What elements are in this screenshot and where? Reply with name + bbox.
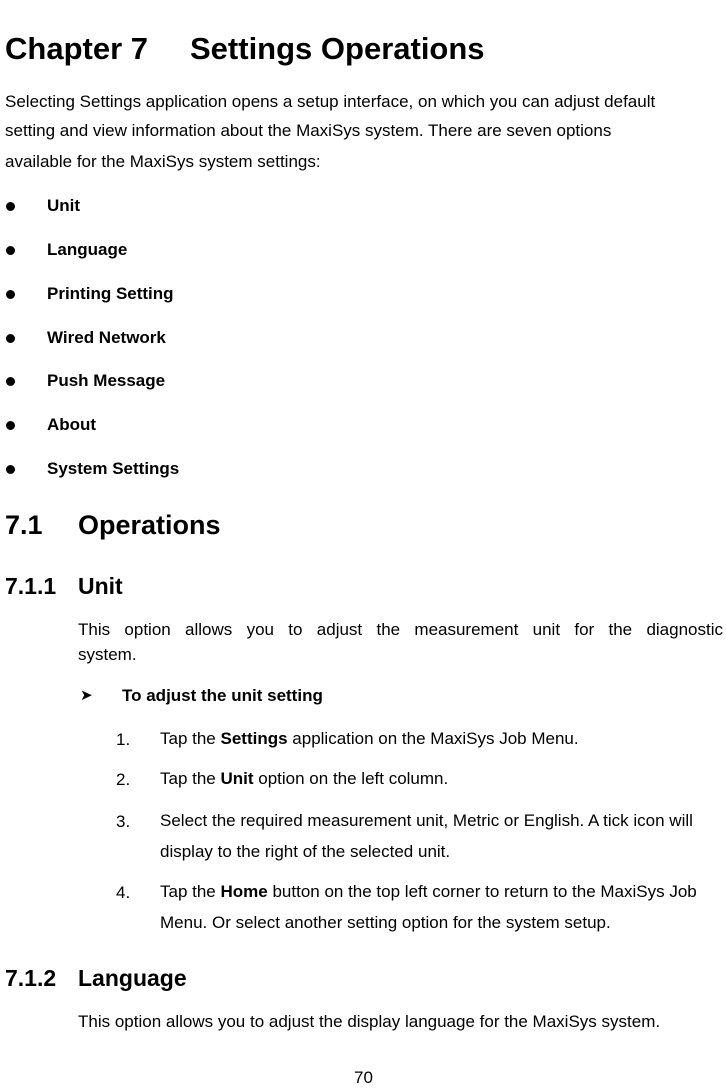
bullet-icon xyxy=(6,377,15,386)
step-4-text: Tap the Home button on the top left corner to return to the MaxiSys Job Menu. Or select another setting option for the system setup. xyxy=(160,882,697,932)
chapter-title: Settings Operations xyxy=(190,31,485,66)
section-7-1-2-title: Language xyxy=(78,965,187,991)
step-number: 1. xyxy=(116,730,131,749)
bullet-icon xyxy=(6,202,15,211)
option-wired-network: Wired Network xyxy=(47,328,166,347)
unit-desc-line-2: system. xyxy=(78,645,137,664)
intro-line-3: available for the MaxiSys system settings: xyxy=(5,152,321,171)
bullet-icon xyxy=(6,334,15,343)
intro-line-2: setting and view information about the MaxiSys system. There are seven options xyxy=(5,121,612,140)
arrow-bullet-icon: ➤ xyxy=(80,687,93,704)
option-about: About xyxy=(47,415,97,434)
option-printing-setting: Printing Setting xyxy=(47,284,174,303)
step-number: 2. xyxy=(116,770,131,789)
section-7-1-1-title: Unit xyxy=(78,573,123,599)
bullet-icon xyxy=(6,246,15,255)
bullet-icon xyxy=(6,290,15,299)
procedure-title: To adjust the unit setting xyxy=(122,686,323,705)
option-push-message: Push Message xyxy=(47,371,166,390)
option-unit: Unit xyxy=(47,196,81,215)
intro-line-1: Selecting Settings application opens a setup interface, on which you can adjust default xyxy=(5,92,656,111)
page-number: 70 xyxy=(354,1068,373,1087)
section-7-1-2-number: 7.1.2 xyxy=(5,965,57,991)
step-1-text: Tap the Settings application on the MaxiSys Job Menu. xyxy=(160,729,579,748)
step-3-text: Select the required measurement unit, Metric or English. A tick icon will display to the right of the selected unit. xyxy=(160,811,693,861)
step-number: 3. xyxy=(116,812,131,831)
chapter-number: Chapter 7 xyxy=(5,31,148,66)
step-2-text: Tap the Unit option on the left column. xyxy=(160,769,449,788)
section-7-1-title: Operations xyxy=(78,510,221,540)
option-system-settings: System Settings xyxy=(47,459,180,478)
section-7-1-1-number: 7.1.1 xyxy=(5,573,57,599)
unit-desc-line-1: This option allows you to adjust the measurement unit for the diagnostic xyxy=(78,620,723,639)
option-language: Language xyxy=(47,240,128,259)
bullet-icon xyxy=(6,421,15,430)
bullet-icon xyxy=(6,465,15,474)
section-7-1-number: 7.1 xyxy=(5,510,43,540)
language-desc: This option allows you to adjust the display language for the MaxiSys system. xyxy=(78,1012,661,1031)
step-number: 4. xyxy=(116,883,131,902)
